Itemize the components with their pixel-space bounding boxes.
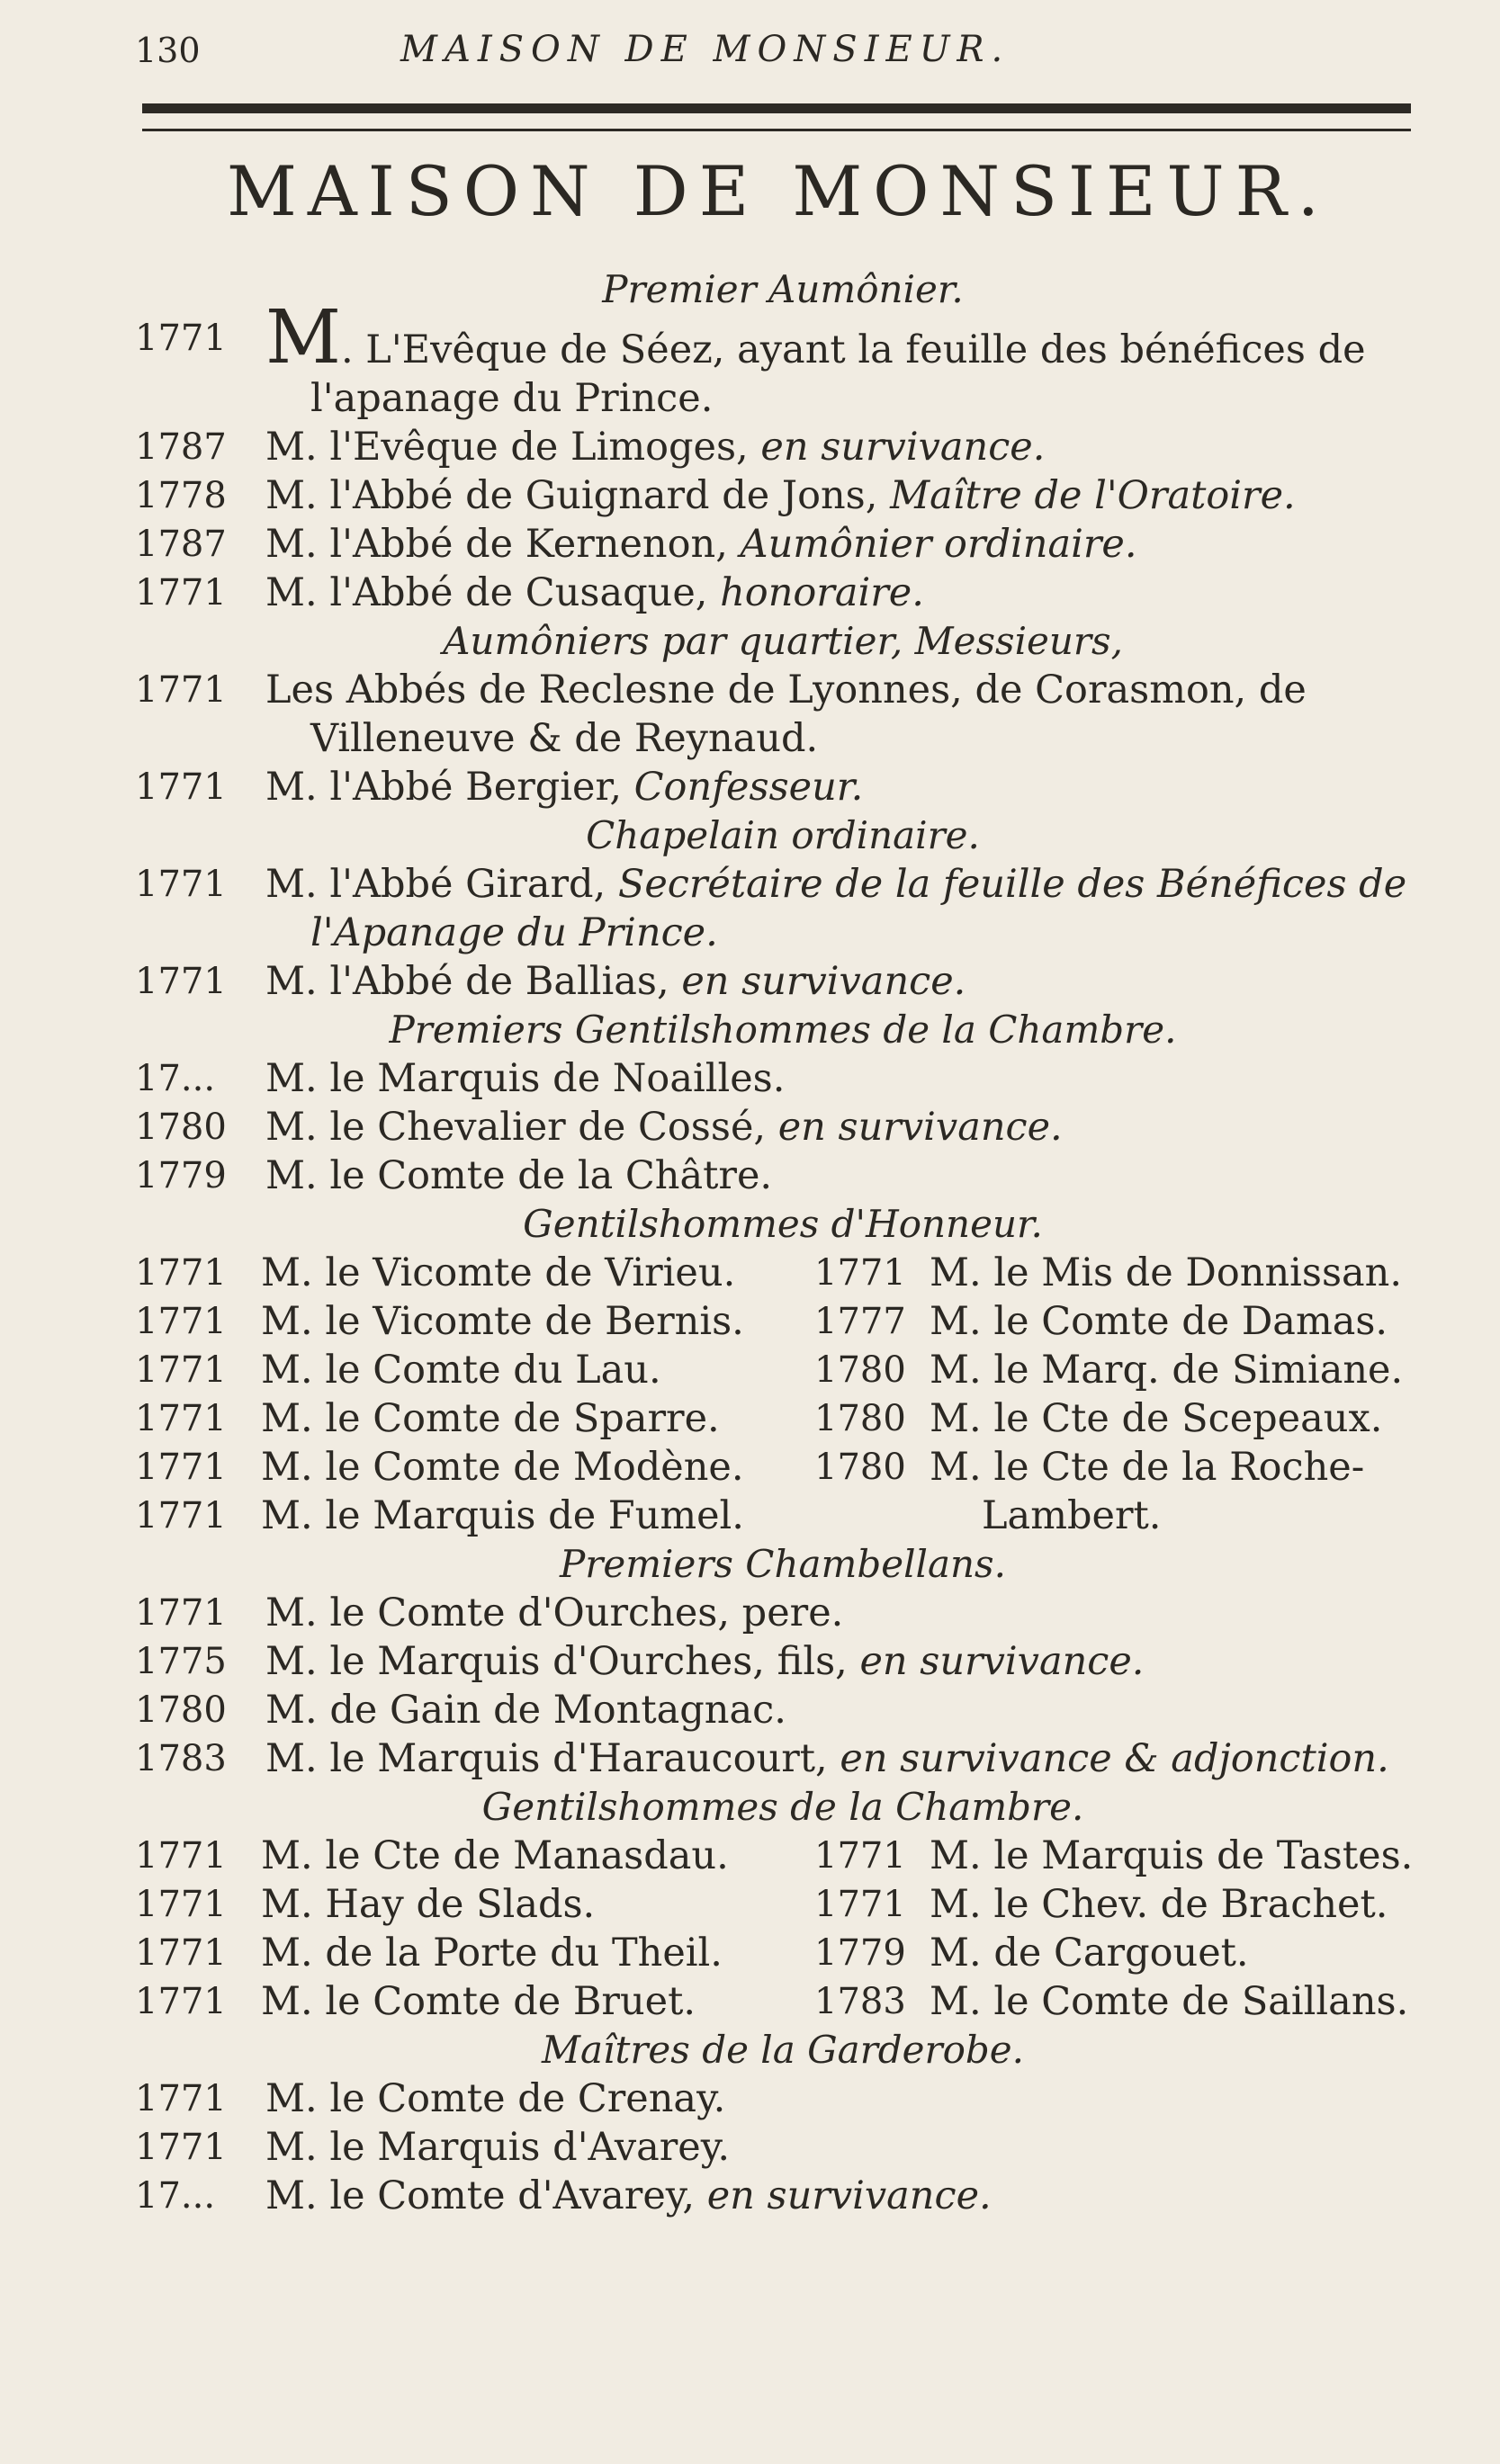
register-entry: [135, 1637, 1431, 1686]
right-entry: [814, 1443, 1364, 1492]
two-column-row: [135, 1346, 1431, 1394]
entry-line: [265, 1054, 1431, 1103]
entry-name: M. le Comte de Crenay.: [265, 2076, 726, 2121]
entry-year: 1771: [135, 1252, 227, 1294]
entry-year: 1778: [135, 475, 227, 516]
entry-name: M. de Cargouet.: [930, 1931, 1249, 1976]
section-heading: Premier Aumônier.: [602, 267, 964, 311]
entry-name: M. le Chev. de Brachet.: [930, 1882, 1388, 1927]
entry-title: en survivance.: [859, 1639, 1145, 1684]
register-entry: [135, 1103, 1431, 1151]
section-heading: Premiers Chambellans.: [560, 1542, 1006, 1586]
entry-name: M. l'Abbé de Ballias,: [265, 959, 682, 1004]
entry-name: M. le Marquis de Fumel.: [261, 1493, 744, 1538]
section: [135, 811, 1431, 1006]
right-entry: [814, 1394, 1382, 1443]
page-title: MAISON DE MONSIEUR.: [227, 151, 1330, 231]
entry-year: 1771: [135, 1932, 227, 1974]
page-number: 130: [135, 31, 201, 70]
entry-line: [265, 1686, 1431, 1734]
entry-year: 1771: [135, 1884, 227, 1925]
entry-name: M. le Marquis d'Ourches, fils,: [265, 1639, 860, 1684]
register-entry: [135, 471, 1431, 520]
entry-name: M. le Marq. de Simiane.: [930, 1348, 1404, 1393]
entry-line: [265, 520, 1431, 569]
entry-name: M. le Marquis de Tastes.: [930, 1833, 1414, 1878]
entry-name: M. le Comte d'Avarey,: [265, 2173, 707, 2218]
entry-name: M. le Comte de Sparre.: [261, 1396, 720, 1441]
left-entry: [135, 1832, 814, 1880]
entry-year: 1779: [135, 1155, 227, 1196]
double-rule-thick: [142, 103, 1411, 113]
entry-name: M. le Comte du Lau.: [261, 1348, 661, 1393]
entry-year: 1771: [814, 1884, 906, 1925]
left-entry: [135, 1880, 814, 1929]
entry-title: Maître de l'Oratoire.: [890, 473, 1296, 518]
section: [135, 1200, 1431, 1540]
entry-year: 1771: [135, 572, 227, 614]
register-entry: [135, 1686, 1431, 1734]
register-entry: [135, 2172, 1431, 2220]
register-content: [135, 265, 1431, 2220]
entry-line: [265, 471, 1431, 520]
entry-line: [265, 569, 1431, 617]
entry-name: M. le Comte d'Ourches, pere.: [265, 1590, 844, 1635]
entry-year: 1771: [814, 1252, 906, 1294]
entry-year: 1787: [135, 524, 227, 565]
entry-continuation: l'apanage du Prince.: [310, 376, 714, 421]
section-heading: Maîtres de la Garderobe.: [542, 2028, 1024, 2072]
section-heading: Gentilshommes d'Honneur.: [523, 1202, 1043, 1246]
right-entry: [814, 1249, 1402, 1297]
section: [135, 2026, 1431, 2220]
entry-year: 1771: [135, 1495, 227, 1537]
section: [135, 1006, 1431, 1200]
entry-line: [265, 1637, 1431, 1686]
section-heading: Chapelain ordinaire.: [586, 813, 980, 857]
entry-year: 1780: [135, 1107, 227, 1148]
entry-year: 1771: [135, 766, 227, 808]
entry-year: 1771: [135, 1447, 227, 1488]
left-entry: [135, 1346, 814, 1394]
entry-title: Secrétaire de la feuille des Bénéfices de: [617, 862, 1407, 907]
entry-line: [265, 2074, 1431, 2123]
left-entry: [135, 1492, 814, 1540]
left-entry: [135, 1249, 814, 1297]
register-entry: [135, 957, 1431, 1006]
entry-line: [265, 1103, 1431, 1151]
entry-line: [265, 860, 1431, 909]
running-head: [135, 25, 1422, 79]
entry-year: 1771: [135, 318, 227, 359]
entry-name: M. de Gain de Montagnac.: [265, 1688, 786, 1733]
entry-title: en survivance.: [706, 2173, 992, 2218]
entry-name: . L'Evêque de Séez, ayant la feuille des bénéfices de: [340, 327, 1366, 372]
entry-line: [265, 1589, 1431, 1637]
entry-year: 1783: [135, 1738, 227, 1779]
entry-name: M. le Cte de Manasdau.: [261, 1833, 729, 1878]
entry-year: 1780: [814, 1349, 906, 1391]
entry-name: M. l'Abbé de Kernenon,: [265, 522, 741, 567]
entry-line: [265, 2123, 1431, 2172]
register-entry: [135, 666, 1431, 763]
entry-line: [265, 423, 1431, 471]
entry-name: M. le Cte de la Roche-: [930, 1445, 1365, 1490]
entry-name: M. le Marquis d'Avarey.: [265, 2125, 730, 2170]
register-entry: [135, 1151, 1431, 1200]
two-column-row: [135, 1297, 1431, 1346]
right-entry: [814, 1880, 1388, 1929]
entry-year: 1771: [135, 1592, 227, 1634]
register-entry: [135, 763, 1431, 811]
entry-year: 1771: [135, 1398, 227, 1439]
right-entry: [814, 1492, 1161, 1540]
entry-year: 1779: [814, 1932, 906, 1974]
entry-year: 1771: [135, 669, 227, 711]
register-entry: [135, 423, 1431, 471]
entry-year: 1771: [814, 1835, 906, 1877]
section-heading: Premiers Gentilshommes de la Chambre.: [389, 1008, 1177, 1052]
left-entry: [135, 1394, 814, 1443]
two-column-row: [135, 1977, 1431, 2026]
entry-name: M. le Cte de Scepeaux.: [930, 1396, 1383, 1441]
entry-year: 17...: [135, 1058, 216, 1099]
left-entry: [135, 1977, 814, 2026]
entry-name: Lambert.: [982, 1493, 1162, 1538]
drop-cap: M: [265, 295, 341, 381]
entry-year: 1771: [135, 961, 227, 1002]
entry-name: M. le Comte de la Châtre.: [265, 1153, 773, 1198]
entry-line: [265, 763, 1431, 811]
entry-title-continuation: l'Apanage du Prince.: [310, 910, 718, 955]
entry-title: Aumônier ordinaire.: [740, 522, 1137, 567]
two-column-row: [135, 1249, 1431, 1297]
entry-title: en survivance.: [681, 959, 966, 1004]
entry-name: M. le Comte de Modène.: [261, 1445, 744, 1490]
entry-continuation: [265, 909, 1431, 957]
entry-year: 1771: [135, 2127, 227, 2168]
entry-year: 1783: [814, 1981, 906, 2022]
register-entry: [135, 295, 1431, 423]
entry-name: M. l'Abbé de Guignard de Jons,: [265, 473, 891, 518]
entry-title: Confesseur.: [633, 765, 864, 810]
entry-line: [265, 957, 1431, 1006]
entry-year: 1775: [135, 1641, 227, 1682]
entry-year: 1780: [135, 1689, 227, 1731]
section: [135, 265, 1431, 617]
entry-line: [265, 666, 1431, 714]
entry-name: M. le Chevalier de Cossé,: [265, 1105, 778, 1150]
two-column-row: [135, 1880, 1431, 1929]
entry-name: M. le Comte de Bruet.: [261, 1979, 696, 2024]
entry-year: 1771: [135, 1301, 227, 1342]
entry-name: M. l'Evêque de Limoges,: [265, 425, 761, 470]
entry-name: M. le Vicomte de Virieu.: [261, 1250, 736, 1295]
entry-name: M. de la Porte du Theil.: [261, 1931, 723, 1976]
two-column-row: [135, 1394, 1431, 1443]
two-column-row: [135, 1929, 1431, 1977]
section: [135, 1783, 1431, 2026]
entry-year: 1787: [135, 426, 227, 468]
right-entry: [814, 1832, 1413, 1880]
entry-year: 1771: [135, 1981, 227, 2022]
left-entry: [135, 1297, 814, 1346]
right-entry: [814, 1929, 1249, 1977]
entry-name: M. le Comte de Damas.: [930, 1299, 1388, 1344]
entry-name: M. l'Abbé de Cusaque,: [265, 570, 721, 615]
entry-year: 1771: [135, 864, 227, 905]
entry-line: [265, 1151, 1431, 1200]
entry-name: M. l'Abbé Bergier,: [265, 765, 634, 810]
section-heading: Gentilshommes de la Chambre.: [481, 1785, 1084, 1829]
entry-title: en survivance.: [777, 1105, 1063, 1150]
section-heading: Aumôniers par quartier, Messieurs,: [443, 619, 1123, 663]
entry-name: M. le Vicomte de Bernis.: [261, 1299, 744, 1344]
two-column-row: [135, 1443, 1431, 1492]
right-entry: [814, 1346, 1403, 1394]
register-entry: [135, 569, 1431, 617]
entry-title: en survivance.: [760, 425, 1046, 470]
register-entry: [135, 1734, 1431, 1783]
entry-line: [265, 2172, 1431, 2220]
left-entry: [135, 1443, 814, 1492]
entry-line: [265, 1734, 1431, 1783]
two-column-row: [135, 1492, 1431, 1540]
entry-year: 1771: [135, 1349, 227, 1391]
register-entry: [135, 2074, 1431, 2123]
running-title: MAISON DE MONSIEUR.: [400, 29, 1010, 70]
right-entry: [814, 1297, 1388, 1346]
entry-year: 1771: [135, 2078, 227, 2119]
entry-title: honoraire.: [720, 570, 924, 615]
entry-title: en survivance & adjonction.: [840, 1736, 1389, 1781]
register-entry: [135, 860, 1431, 957]
entry-year: 1771: [135, 1835, 227, 1877]
entry-name: M. le Marquis d'Haraucourt,: [265, 1736, 840, 1781]
section: [135, 1540, 1431, 1783]
register-entry: [135, 1054, 1431, 1103]
entry-name: M. le Marquis de Noailles.: [265, 1056, 786, 1101]
entry-line: [265, 295, 1431, 381]
entry-year: 1780: [814, 1398, 906, 1439]
entry-continuation: Villeneuve & de Reynaud.: [310, 716, 819, 761]
entry-year: 1777: [814, 1301, 906, 1342]
entry-year: 1780: [814, 1447, 906, 1488]
entry-name: Les Abbés de Reclesne de Lyonnes, de Corasmon, de: [265, 668, 1307, 712]
two-column-row: [135, 1832, 1431, 1880]
double-rule-thin: [142, 129, 1411, 131]
register-entry: [135, 520, 1431, 569]
register-entry: [135, 1589, 1431, 1637]
entry-year: 17...: [135, 2175, 216, 2217]
entry-name: M. Hay de Slads.: [261, 1882, 596, 1927]
register-entry: [135, 2123, 1431, 2172]
entry-name: M. l'Abbé Girard,: [265, 862, 618, 907]
right-entry: [814, 1977, 1408, 2026]
entry-name: M. le Mis de Donnissan.: [930, 1250, 1403, 1295]
left-entry: [135, 1929, 814, 1977]
section: [135, 617, 1431, 811]
entry-name: M. le Comte de Saillans.: [930, 1979, 1409, 2024]
